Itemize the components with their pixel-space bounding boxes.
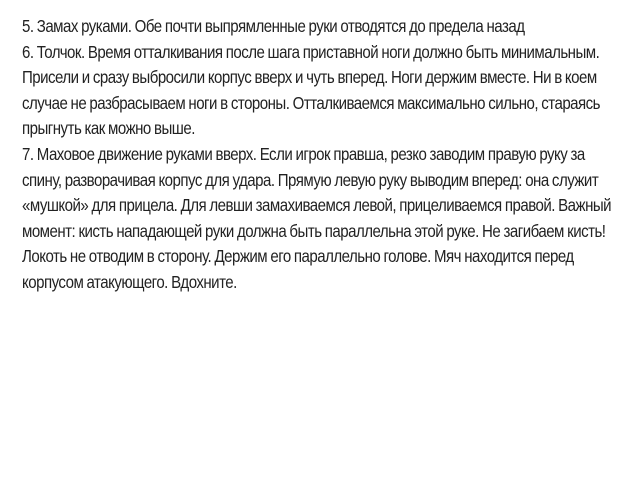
paragraph-step-6: 6. Толчок. Время отталкивания после шага приставной ноги должно быть минимальным. Присели и сразу выбросили корпус вверх и чуть вперед. Ноги держим вместе. Ни в коем случае не разбрасываем ноги в стороны. Отталкиваемся максимально сильно, стараясь прыгнуть как можно выше. bbox=[22, 41, 601, 139]
paragraph-step-7: 7. Маховое движение руками вверх. Если игрок правша, резко заводим правую руку за спину, разворачивая корпус для удара. Прямую левую руку выводим вперед: она служит «мушкой» для прицела. Для левши замахиваемся левой, прицеливаемся правой. Важный момент: кисть нападающей руки должна быть параллельна этой руке. Не загибаем кисть! Локоть не отводим в сторону. Держим его параллельно голове. Мяч находится перед корпусом атакующего. Вдохните. bbox=[22, 143, 612, 292]
paragraph-step-5: 5. Замах руками. Обе почти выпрямленные руки отводятся до предела назад bbox=[22, 16, 525, 36]
document-body bbox=[22, 14, 624, 296]
